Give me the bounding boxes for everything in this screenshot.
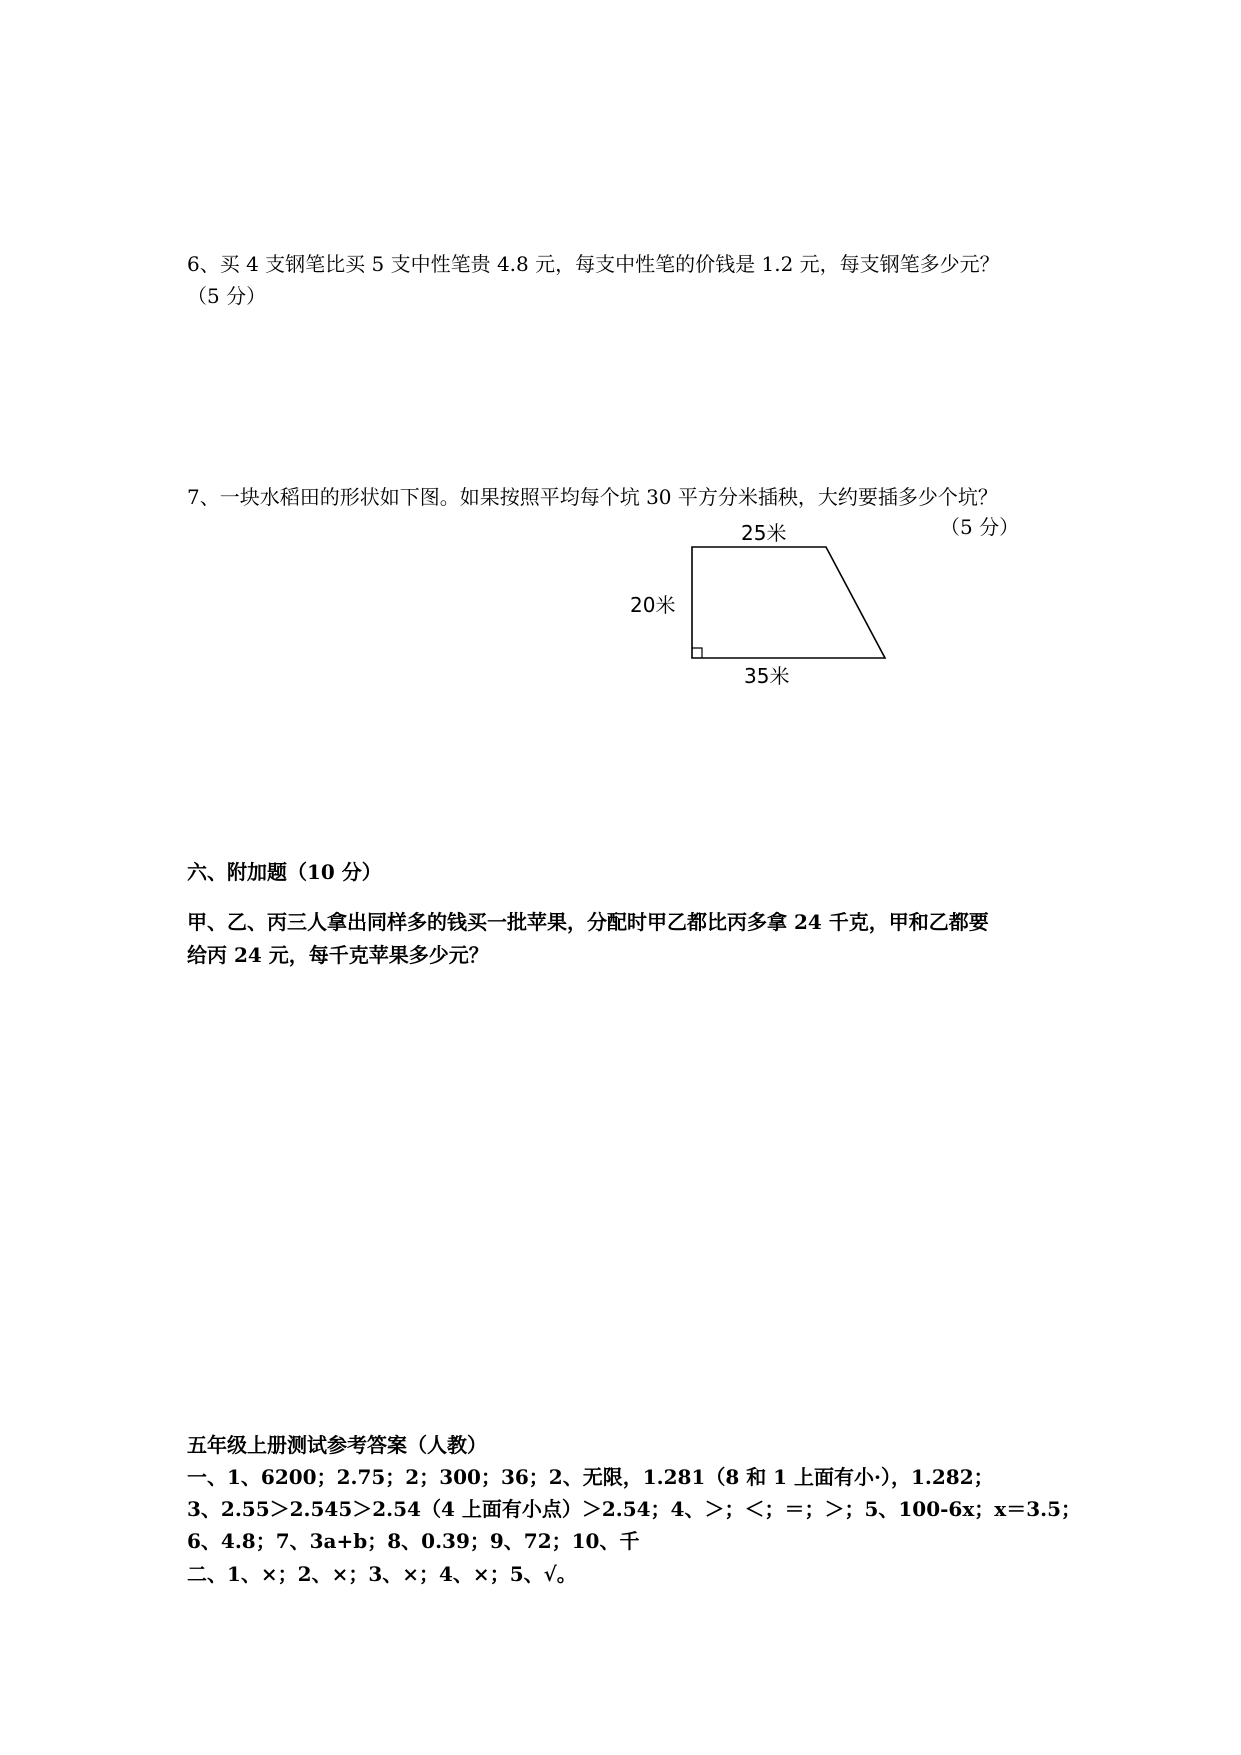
question-7-text: 7、一块水稻田的形状如下图。如果按照平均每个坑 30 平方分米插秧，大约要插多少个坑？: [187, 485, 998, 509]
trapezoid-shape: [692, 547, 885, 658]
trapezoid-figure: [620, 505, 920, 690]
answer-line-1: 一、1、6200；2.75；2；300；36；2、无限，1.281（8 和 1 上面有小·），1.282；: [187, 1465, 994, 1489]
left-side-label: 20米: [630, 593, 676, 617]
section-6-title: 六、附加题（10 分）: [187, 860, 382, 884]
question-6-score: （5 分）: [187, 284, 267, 308]
answer-key-title: 五年级上册测试参考答案（人教）: [187, 1433, 487, 1457]
answer-line-2: 3、2.55＞2.545＞2.54（4 上面有小点）＞2.54；4、＞；＜；＝；＞；5、100-6x；x＝3.5；: [187, 1497, 1081, 1521]
right-angle-mark: [692, 648, 702, 658]
section-6-text-line1: 甲、乙、丙三人拿出同样多的钱买一批苹果，分配时甲乙都比丙多拿 24 千克，甲和乙都要: [187, 910, 989, 934]
answer-line-3: 6、4.8；7、3a+b；8、0.39；9、72；10、千: [187, 1529, 640, 1553]
bottom-side-label: 35米: [744, 664, 790, 688]
section-6-text-line2: 给丙 24 元，每千克苹果多少元？: [187, 943, 489, 967]
question-7-score: （5 分）: [940, 515, 1020, 539]
answer-line-4: 二、1、×；2、×；3、×；4、×；5、√。: [187, 1562, 577, 1586]
question-6-text: 6、买 4 支钢笔比买 5 支中性笔贵 4.8 元，每支中性笔的价钱是 1.2 元，每支钢笔多少元？: [187, 252, 1000, 276]
top-side-label: 25米: [741, 521, 787, 545]
